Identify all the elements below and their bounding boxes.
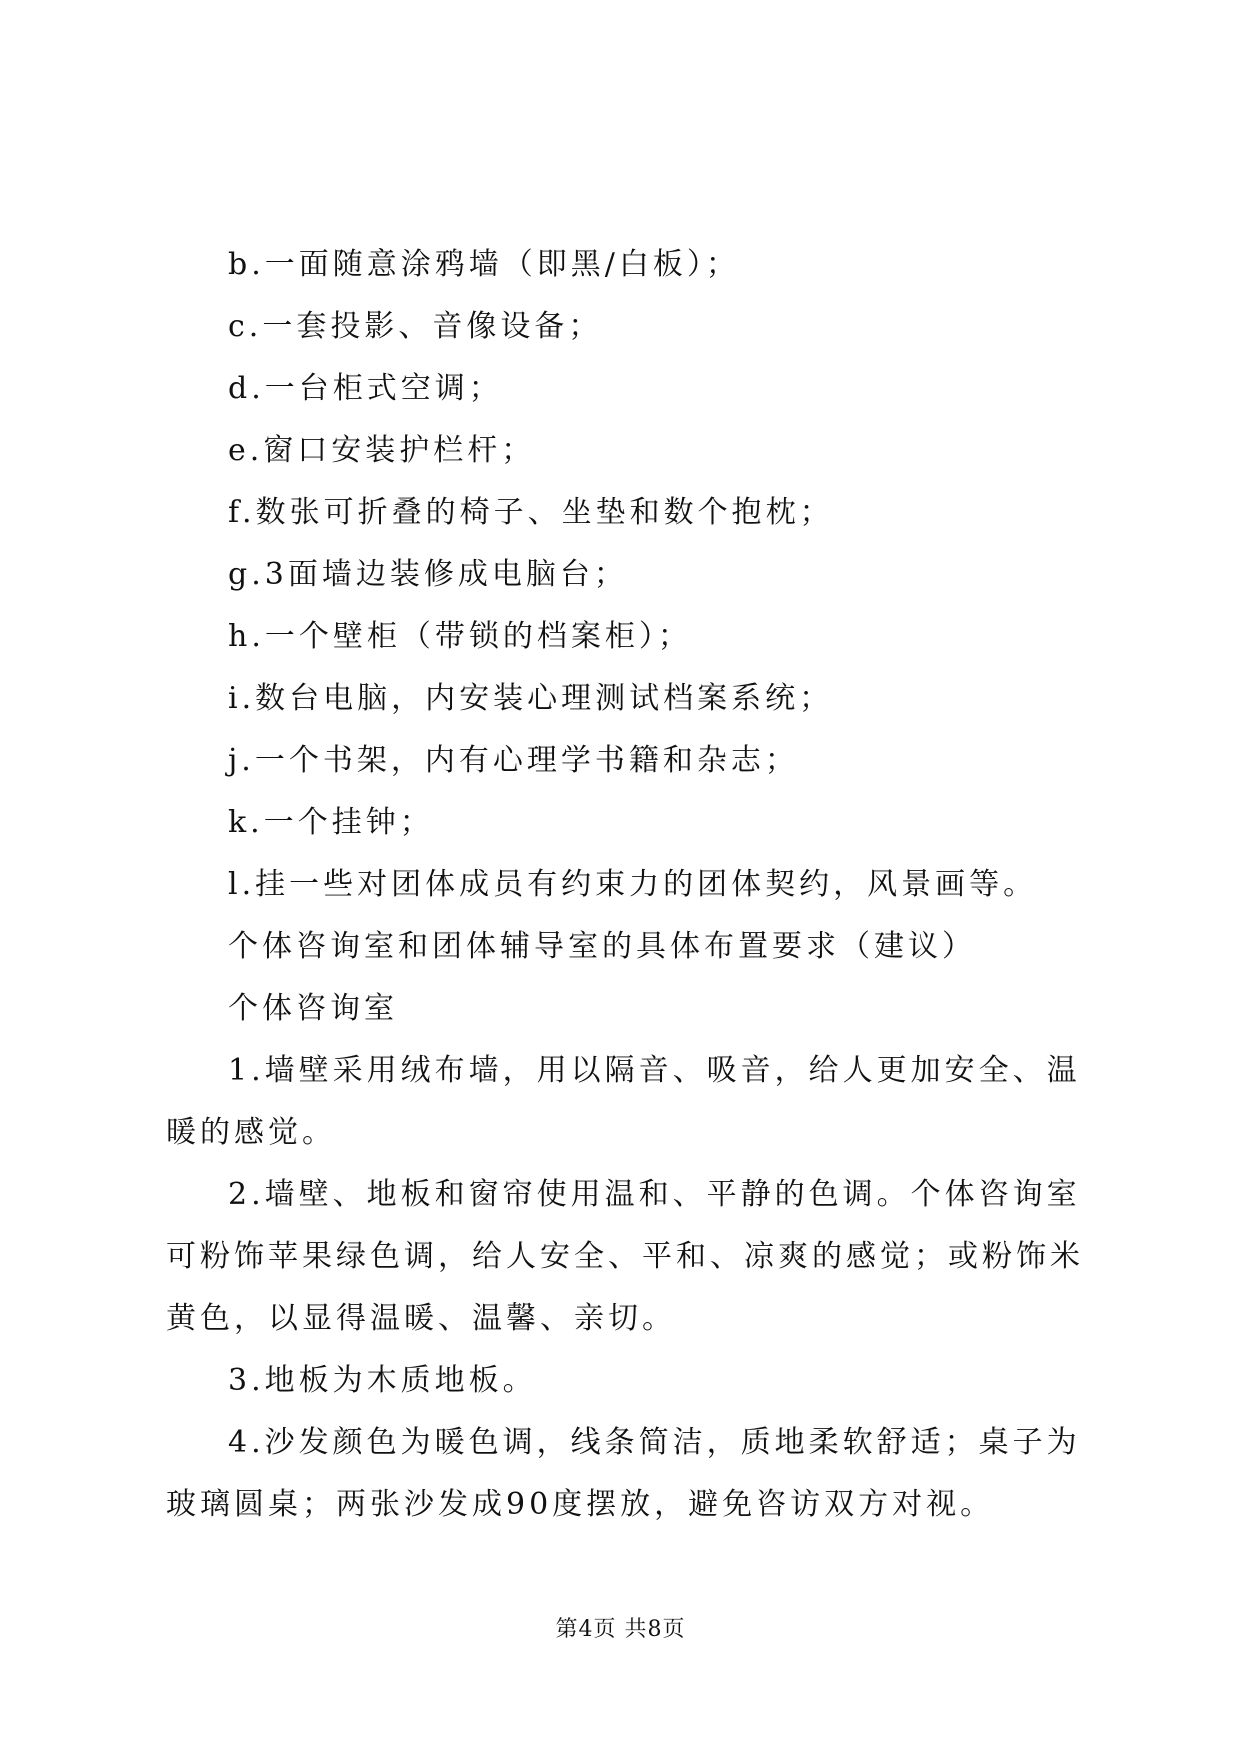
list-item-l: l.挂一些对团体成员有约束力的团体契约，风景画等。: [228, 867, 1038, 902]
list-item-d: d.一台柜式空调；: [228, 371, 503, 406]
subsection-heading: 个体咨询室: [228, 991, 398, 1026]
list-item-g: g.3面墙边装修成电脑台；: [228, 557, 628, 592]
list-item-b: b.一面随意涂鸦墙（即黑/白板）；: [228, 247, 740, 282]
numbered-item-3: 3.地板为木质地板。: [228, 1363, 537, 1398]
list-item-c: c.一套投影、音像设备；: [228, 309, 603, 344]
body-text: [166, 234, 1086, 1536]
numbered-item-1: 1.墙壁采用绒布墙，用以隔音、吸音，给人更加安全、温暖的感觉。: [166, 1053, 1081, 1150]
list-item-i: i.数台电脑，内安装心理测试档案系统；: [228, 681, 834, 716]
numbered-item-4: 4.沙发颜色为暖色调，线条简洁，质地柔软舒适；桌子为玻璃圆桌；两张沙发成90度摆放，避免咨访双方对视。: [166, 1425, 1081, 1522]
numbered-item-2: 2.墙壁、地板和窗帘使用温和、平静的色调。个体咨询室可粉饰苹果绿色调，给人安全、平和、凉爽的感觉；或粉饰米黄色，以显得温暖、温馨、亲切。: [166, 1177, 1084, 1336]
list-item-j: j.一个书架，内有心理学书籍和杂志；: [228, 743, 799, 778]
list-item-k: k.一个挂钟；: [228, 805, 434, 840]
section-heading: 个体咨询室和团体辅导室的具体布置要求（建议）: [228, 929, 976, 964]
page-footer: 第4页 共8页: [555, 1617, 686, 1642]
list-item-h: h.一个壁柜（带锁的档案柜）；: [228, 619, 692, 654]
list-item-e: e.窗口安装护栏杆；: [228, 433, 536, 468]
list-item-f: f.数张可折叠的椅子、坐垫和数个抱枕；: [228, 495, 834, 530]
